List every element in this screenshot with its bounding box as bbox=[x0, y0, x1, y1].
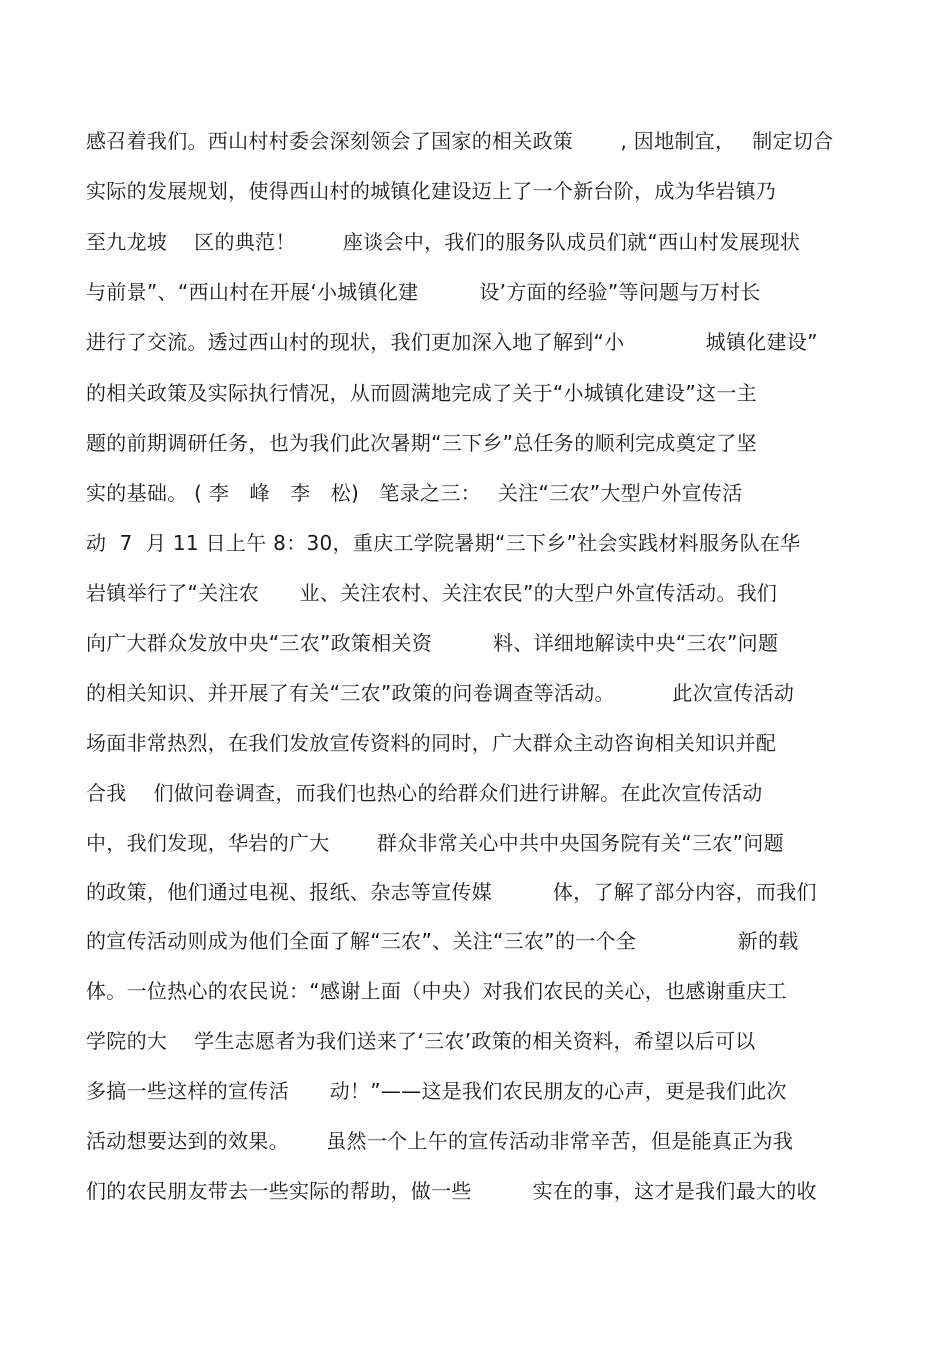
text-line: 动 7 月 11 日上午 8：30，重庆工学院暑期“三下乡”社会实践材料服务队在华 bbox=[86, 531, 801, 555]
text-line: 场面非常热烈，在我们发放宣传资料的同时，广大群众主动咨询相关知识并配 bbox=[86, 731, 777, 755]
text-line: 实际的发展规划，使得西山村的城镇化建设迈上了一个新台阶，成为华岩镇乃 bbox=[86, 179, 777, 203]
text-line: 合我 们做问卷调查，而我们也热心的给群众们进行讲解。在此次宣传活动 bbox=[86, 781, 763, 805]
text-line: 们的农民朋友带去一些实际的帮助，做一些 实在的事，这才是我们最大的收 bbox=[86, 1179, 817, 1203]
text-line: 题的前期调研任务，也为我们此次暑期“三下乡”总任务的顺利完成奠定了坚 bbox=[86, 431, 757, 455]
text-line: 的政策，他们通过电视、报纸、杂志等宣传媒 体，了解了部分内容，而我们 bbox=[86, 880, 817, 904]
text-line: 岩镇举行了“关注农 业、关注农村、关注农民”的大型户外宣传活动。我们 bbox=[86, 581, 778, 605]
text-line: 中，我们发现，华岩的广大 群众非常关心中共中央国务院有关“三农”问题 bbox=[86, 831, 784, 855]
text-line: 活动想要达到的效果。 虽然一个上午的宣传活动非常辛苦，但是能真正为我 bbox=[86, 1129, 794, 1153]
text-line: 体。一位热心的农民说：“感谢上面（中央）对我们农民的关心，也感谢重庆工 bbox=[86, 979, 787, 1003]
text-line: 的相关政策及实际执行情况，从而圆满地完成了关于“小城镇化建设”这一主 bbox=[86, 381, 757, 405]
text-line: 实的基础。 ( 李 峰 李 松) 笔录之三： 关注“三农”大型户外宣传活 bbox=[86, 481, 743, 505]
text-line: 至九龙坡 区的典范！ 座谈会中，我们的服务队成员们就“西山村发展现状 bbox=[86, 230, 801, 254]
text-line: 进行了交流。透过西山村的现状，我们更加深入地了解到“小 城镇化建设” bbox=[86, 330, 818, 354]
text-line: 的相关知识、并开展了有关“三农”政策的问卷调查等活动。 此次宣传活动 bbox=[86, 681, 795, 705]
text-line: 感召着我们。西山村村委会深刻领会了国家的相关政策 , 因地制宜， 制定切合 bbox=[86, 129, 834, 153]
text-line: 多搞一些这样的宣传活 动！”——这是我们农民朋友的心声，更是我们此次 bbox=[86, 1079, 787, 1103]
text-line: 向广大群众发放中央“三农”政策相关资 料、详细地解读中央“三农”问题 bbox=[86, 631, 779, 655]
text-line: 的宣传活动则成为他们全面了解“三农”、关注“三农”的一个全 新的载 bbox=[86, 929, 799, 953]
text-line: 与前景”、“西山村在开展‘小城镇化建 设’方面的经验”等问题与万村长 bbox=[86, 280, 761, 304]
text-line: 学院的大 学生志愿者为我们送来了‘三农’政策的相关资料，希望以后可以 bbox=[86, 1029, 756, 1053]
